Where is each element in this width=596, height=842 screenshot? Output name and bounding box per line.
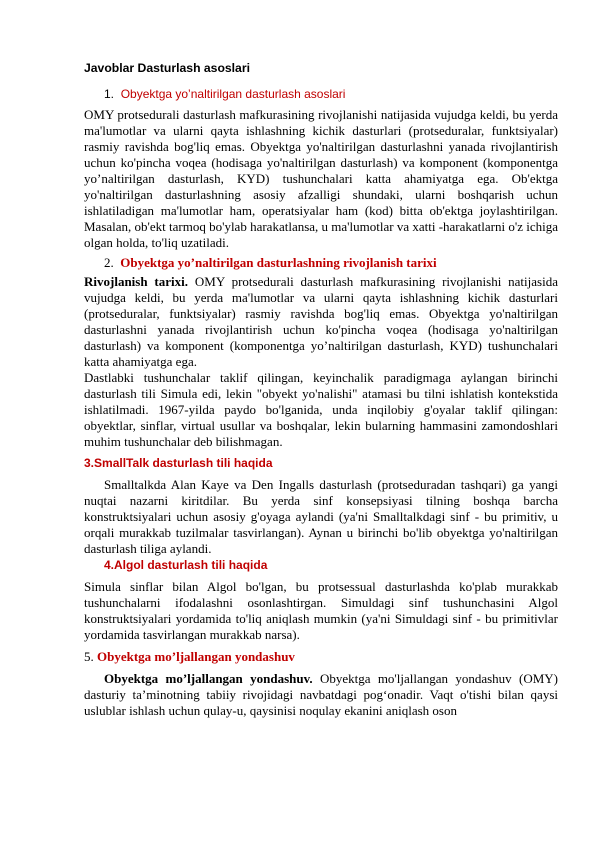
paragraph-1: OMY protsedurali dasturlash mafkurasining rivojlanishi natijasida vujudga keldi, bu yerda ma'lumotlar va ularni qayta ishlashning kichik dasturlari (protseduralar, funktsiyalar) rasmiy ravishda bog'liq emas. Obyektga yo'naltirilgan dasturlashni yanada rivojlantirish uchun ko'pincha voqea (hodisaga yo'naltirilgan dasturlash) va komponent (komponentga yo’naltirilgan dasturlash, KYD) tushunchalari katta ahamiyatga ega. Ob'ektga yo'naltirilgan dasturlashning asosiy afzalligi shundaki, ularni boshqarish uchun ishlatiladigan ma'lumotlar ham, operatsiyalar ham (kod) bitta ob'ektga joylashtirilgan. Masalan, ob'ekt tarmoq bo'ylab harakatlansa, u ma'lumotlar va xatti -harakatlarni o'z ichiga olgan holda, to'liq uzatiladi. bbox=[84, 107, 558, 250]
heading-1-text: Obyektga yo’naltirilgan dasturlash asoslari bbox=[120, 87, 346, 101]
heading-1-number: 1. bbox=[104, 87, 115, 101]
heading-2-number: 2. bbox=[104, 255, 114, 270]
heading-3 bbox=[84, 455, 558, 472]
heading-5-number: 5. bbox=[84, 649, 94, 664]
heading-2 bbox=[84, 254, 558, 271]
paragraph-5: Simula sinflar bilan Algol bo'lgan, bu protsessual dasturlashda ko'plab murakkab tushunchalarni ifodalashni osonlashtirgan. Simuldagi sinf tushunchasini Algol konstruktsiyalari yordamida to'liq aniqlash mumkin (ya'ni Simuldagi sinf - bu primitivlar yordamida tasvirlangan murakkab narsa). bbox=[84, 579, 558, 642]
heading-4 bbox=[84, 557, 558, 574]
paragraph-2-body: OMY protsedurali dasturlash mafkurasining rivojlanishi natijasida vujudga keldi, bu yerda ma'lumotlar va ularni qayta ishlashning kichik dasturlari (protseduralar, funktsiyalar) rasmiy ravishda bog'liq emas. Obyektga yo'naltirilgan dasturlashni yanada rivojlantirish uchun ko'pincha voqea (hodisaga yo'naltirilgan dasturlash) va komponent (komponentga yo’naltirilgan dasturlash, KYD) tushunchalari katta ahamiyatga ega. bbox=[84, 274, 558, 369]
paragraph-6-body: Obyektga mo'ljallangan yondashuv (OMY) dasturiy ta’minotning tabiiy rivojidagi navbatdagi pog‘onadir. Vaqt o'tishi bilan qaysi uslublar ishlash uchun qulay-u, qaysinisi noqulay ekanini aniqlash oson bbox=[84, 671, 559, 718]
heading-5-text: Obyektga mo’ljallangan yondashuv bbox=[97, 649, 295, 664]
paragraph-2 bbox=[84, 274, 558, 370]
heading-4-text: Algol dasturlash tili haqida bbox=[114, 558, 268, 572]
paragraph-2-lead: Rivojlanish tarixi. bbox=[84, 274, 189, 289]
document-body bbox=[84, 60, 558, 719]
heading-3-number: 3. bbox=[84, 456, 95, 470]
paragraph-6-lead: Obyektga mo’ljallangan yondashuv. bbox=[104, 671, 313, 686]
paragraph-4: Smalltalkda Alan Kaye va Den Ingalls dasturlash (protseduradan tashqari) ga yangi nuqtai nazarni kiritdilar. Bu yerda sinf konsepsiyasi tilning boshqa barcha konstruktsiyalari uchun asosiy g'oyaga aylandi (ya'ni Smalltalkdagi sinf - bu primitiv, u orqali murakkab tuzilmalar tasvirlangan). Aynan u birinchi bo'lib obyektga yo'naltirilgan dasturlash tiliga aylandi. bbox=[84, 477, 558, 556]
heading-1 bbox=[84, 86, 558, 103]
heading-4-number: 4. bbox=[104, 558, 115, 572]
paragraph-3: Dastlabki tushunchalar taklif qilingan, keyinchalik paradigmaga aylangan birinchi dasturlash tili Simula edi, lekin "obyekt yo'nalishi" atamasi bu tilni ishlatish kontekstida ishlatilmadi. 1967-yilda paydo bo'lganida, unda inqilobiy g'oyalar taklif qilingan: obyektlar, sinflar, virtual usullar va boshqalar, lekin bularning hammasini zamondoshlari muhim tushunchalar deb bilishmagan. bbox=[84, 370, 558, 449]
heading-2-text: Obyektga yo’naltirilgan dasturlashning rivojlanish tarixi bbox=[120, 255, 437, 270]
paragraph-6 bbox=[84, 671, 558, 719]
document-title: Javoblar Dasturlash asoslari bbox=[84, 61, 250, 75]
heading-3-text: SmallTalk dasturlash tili haqida bbox=[94, 456, 273, 470]
heading-5 bbox=[84, 648, 558, 665]
